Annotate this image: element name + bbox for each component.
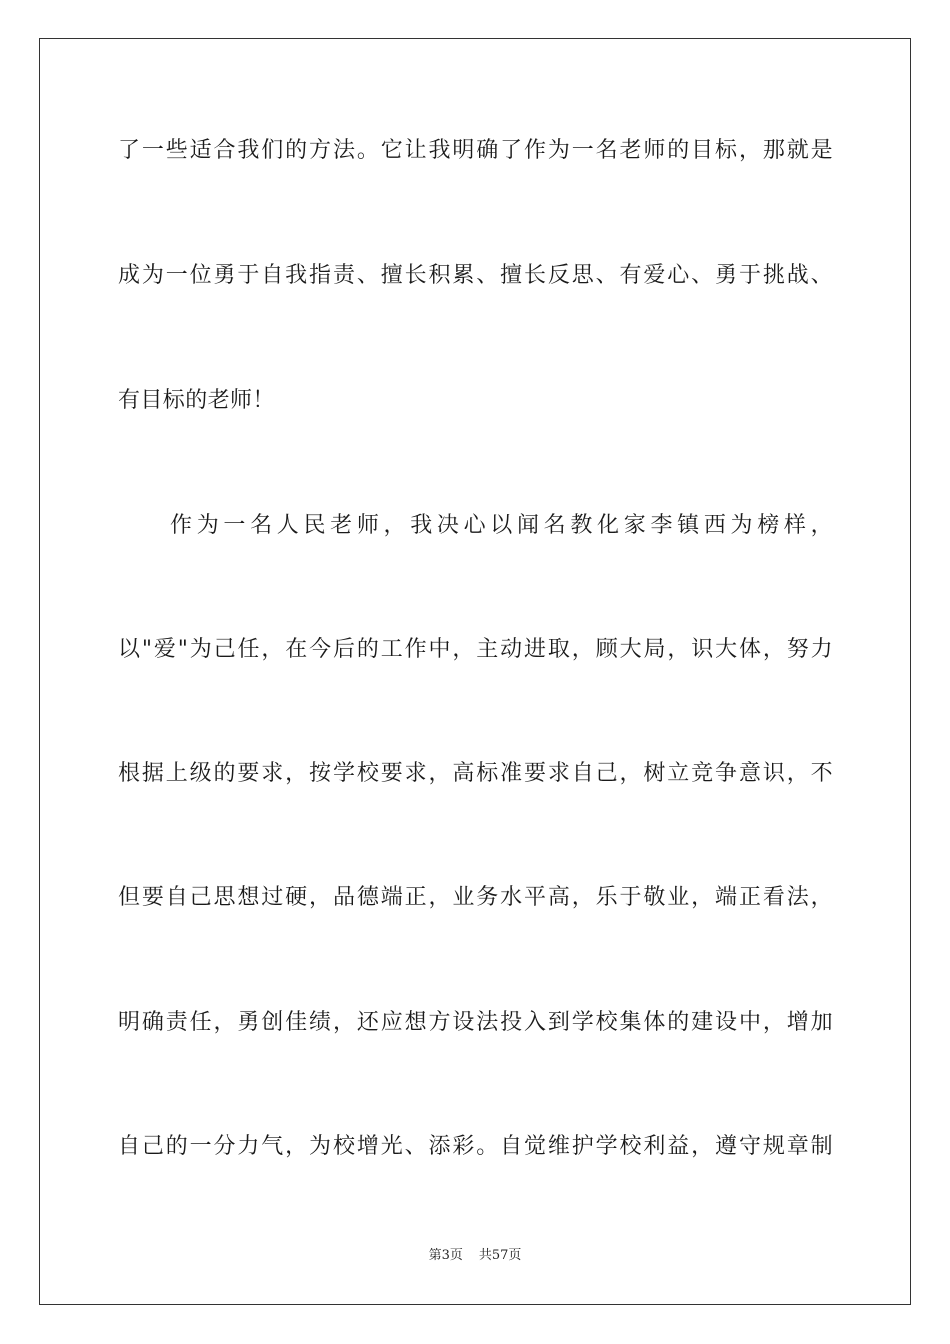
body-text-line: 有目标的老师！ (118, 388, 275, 413)
paragraph-first-line: 作为一名人民老师，我决心以闻名教化家李镇西为榜样， (170, 513, 833, 538)
body-text-line: 自己的一分力气，为校增光、添彩。自觉维护学校利益，遵守规章制 (118, 1134, 833, 1159)
page-number: 第3页 (428, 1248, 463, 1263)
body-text-line: 以"爱"为己任，在今后的工作中，主动进取，顾大局，识大体，努力 (118, 637, 833, 662)
body-text-line: 根据上级的要求，按学校要求，高标准要求自己，树立竞争意识，不 (118, 761, 833, 786)
body-text-line: 成为一位勇于自我指责、擅长积累、擅长反思、有爱心、勇于挑战、 (118, 263, 833, 288)
page-total: 共57页 (478, 1248, 522, 1263)
page-footer (0, 1247, 950, 1265)
body-text-line: 了一些适合我们的方法。它让我明确了作为一名老师的目标，那就是 (118, 138, 833, 163)
body-text-line: 明确责任，勇创佳绩，还应想方设法投入到学校集体的建设中，增加 (118, 1010, 833, 1035)
body-text-line: 但要自己思想过硬，品德端正，业务水平高，乐于敬业，端正看法， (118, 885, 833, 910)
page-border (39, 38, 911, 1305)
